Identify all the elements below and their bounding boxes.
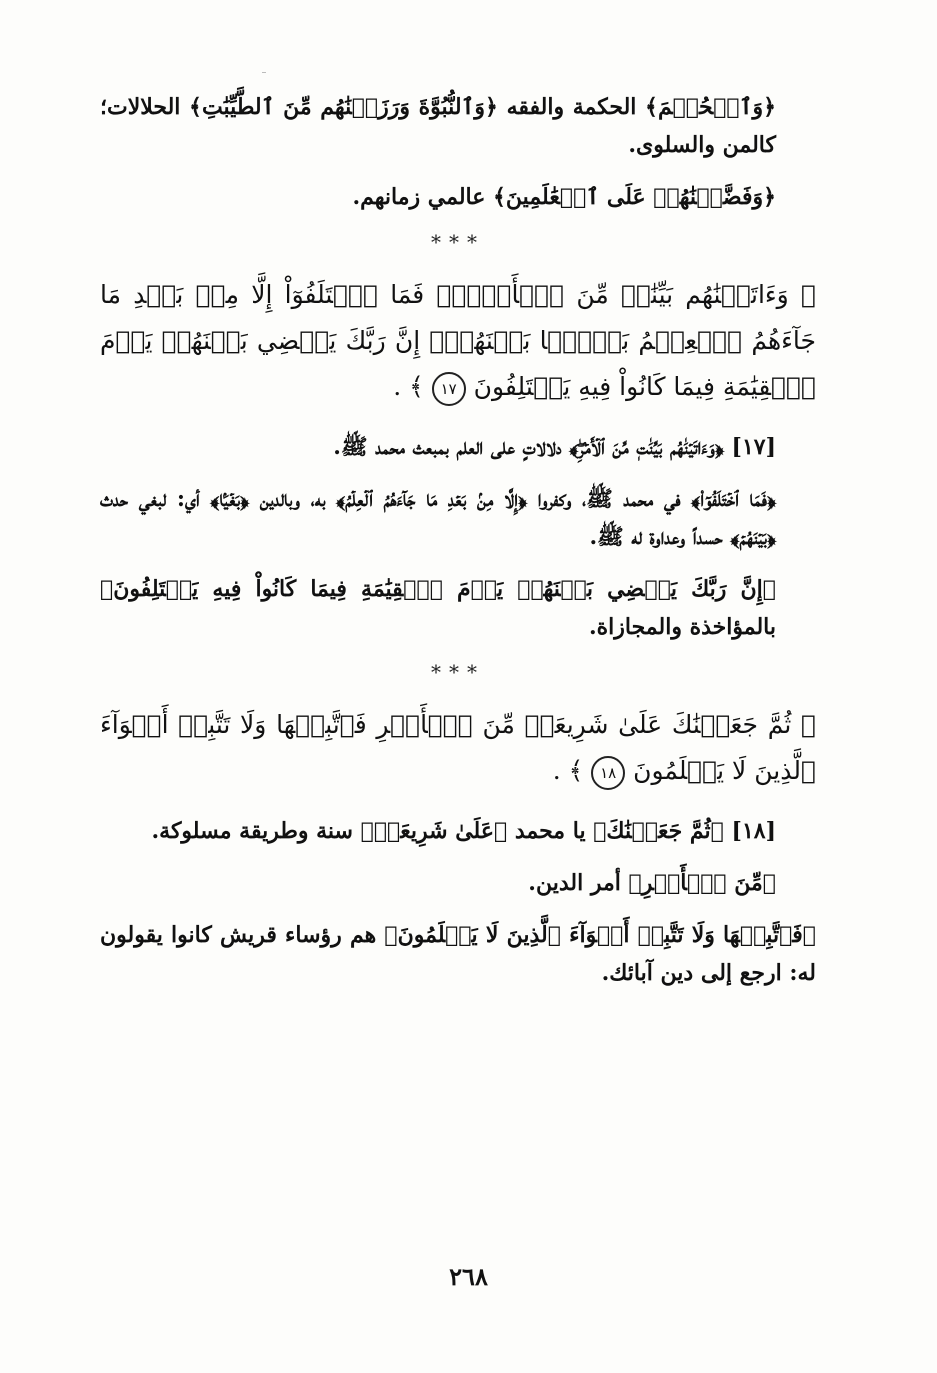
verse-text: ﴿ وَءَاتَيۡنَٰهُم بَيِّنَٰتٖ مِّنَ ٱلۡأَمۡرِۖ فَمَا ٱخۡتَلَفُوٓاْ إِلَّا مِنۢ بَعۡدِ مَا جَآءَهُمُ ٱلۡعِلۡمُ بَغۡيَۢا بَيۡنَهُمۡۚ إِنَّ رَبَّكَ يَقۡضِي بَيۡنَهُمۡ يَوۡمَ ٱلۡقِيَٰمَةِ فِيمَا كَانُواْ فِيهِ يَخۡتَلِفُونَ — [100, 280, 816, 401]
verse-number-icon: ١٧ — [432, 372, 466, 406]
commentary-paragraph: [١٨] ﴿ثُمَّ جَعَلۡنَٰكَ﴾ يا محمد ﴿عَلَىٰ شَرِيعَةٖ﴾ سنة وطريقة مسلوكة. — [151, 818, 776, 844]
commentary-paragraph: ﴿مِّنَ ٱلۡأَمۡرِ﴾ أمر الدين. — [528, 870, 776, 896]
commentary-paragraph: [١٧] ﴿وَءَاتَيۡنَٰهُم بَيِّنَٰتٖ مِّنَ ٱلۡأَمۡرِۖ﴾ دلالاتٍ على العلم بمبعث محمد ﷺ. — [333, 434, 776, 460]
section-separator: *** — [431, 660, 485, 684]
quran-verse — [100, 702, 816, 794]
commentary-paragraph: ﴿فَٱتَّبِعۡهَا وَلَا تَتَّبِعۡ أَهۡوَآءَ ٱلَّذِينَ لَا يَعۡلَمُونَ﴾ هم رؤساء قريش كانوا يقولون له: ارجع إلى دين آبائك. — [100, 922, 816, 986]
commentary-paragraph: ﴿وَٱلۡحُكۡمَ﴾ الحكمة والفقه ﴿وَٱلنُّبُوَّةَ وَرَزَقۡنَٰهُم مِّنَ ٱلطَّيِّبَٰتِ﴾ الحلالات؛ كالمن والسلوى. — [100, 94, 776, 158]
verse-text: ﴿ ثُمَّ جَعَلۡنَٰكَ عَلَىٰ شَرِيعَةٖ مِّنَ ٱلۡأَمۡرِ فَٱتَّبِعۡهَا وَلَا تَتَّبِعۡ أَهۡوَآءَ ٱلَّذِينَ لَا يَعۡلَمُونَ — [100, 710, 816, 785]
page-number: ٢٦٨ — [449, 1262, 488, 1291]
commentary-paragraph: ﴿فَمَا ٱخۡتَلَفُوٓاْ﴾ في محمد ﷺ، وكفروا ﴿إِلَّا مِنۢ بَعۡدِ مَا جَآءَهُمُ ٱلۡعِلۡمُ﴾ به، وبالدين ﴿بَغۡيَۢا﴾ أي: لبغي حدث ﴿بَيۡنَهُمۡ﴾ حسداً وعداوة له ﷺ. — [100, 486, 776, 550]
page-body — [100, 88, 816, 1006]
quran-verse — [100, 272, 816, 410]
section-separator: *** — [431, 230, 485, 254]
verse-end: ﴾ . — [552, 756, 584, 785]
scan-speck — [262, 72, 266, 73]
verse-end: ﴾ . — [393, 372, 424, 401]
verse-number-icon: ١٨ — [591, 756, 625, 790]
commentary-paragraph: ﴿إِنَّ رَبَّكَ يَقۡضِي بَيۡنَهُمۡ يَوۡمَ ٱلۡقِيَٰمَةِ فِيمَا كَانُواْ فِيهِ يَخۡتَلِفُونَ﴾ بالمؤاخذة والمجازاة. — [100, 576, 776, 640]
commentary-paragraph: ﴿وَفَضَّلۡنَٰهُمۡ عَلَى ٱلۡعَٰلَمِينَ﴾ عالمي زمانهم. — [352, 184, 776, 210]
